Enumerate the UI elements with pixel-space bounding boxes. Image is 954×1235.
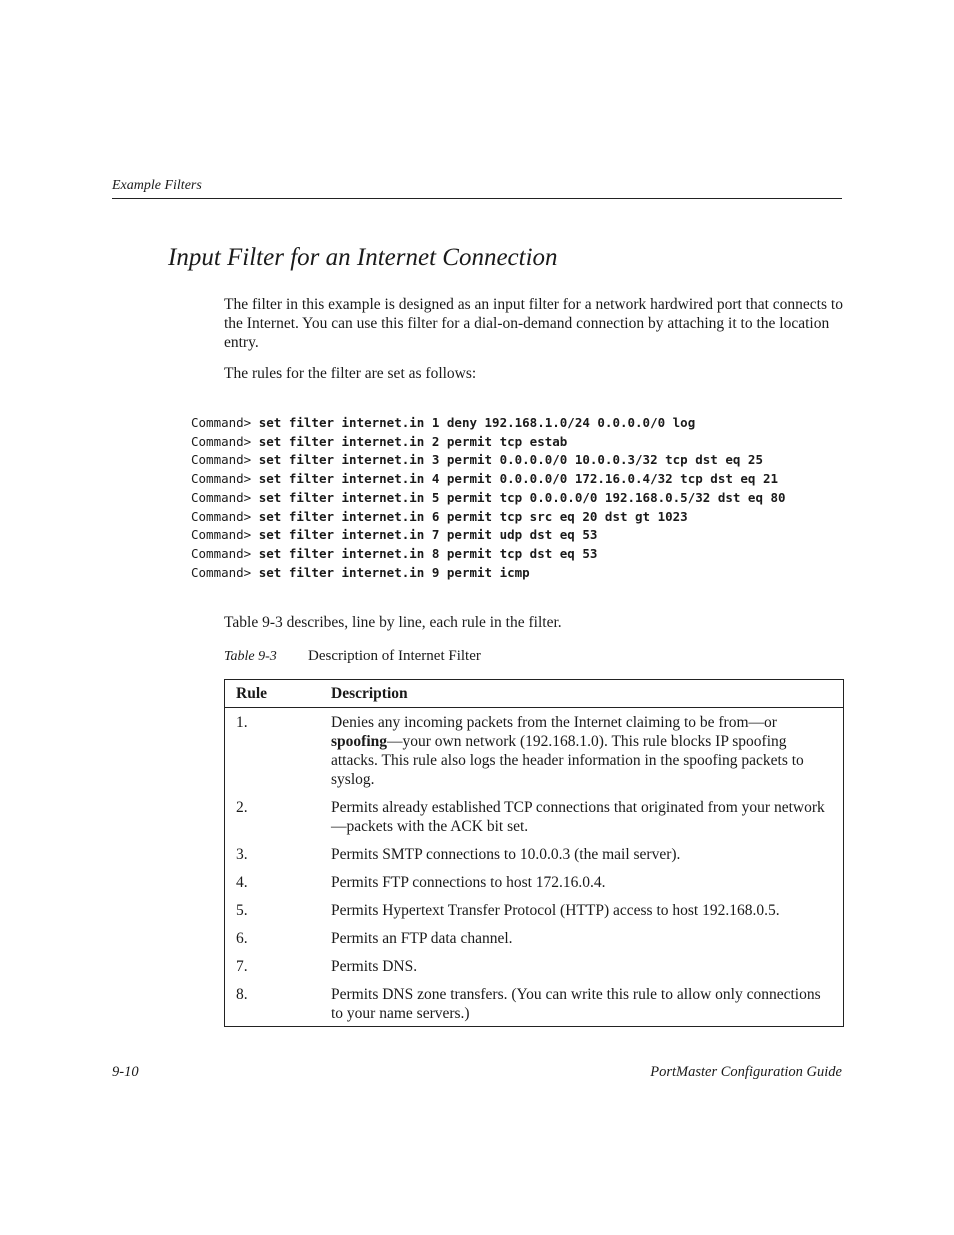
table-caption bbox=[224, 648, 481, 665]
rule-number: 4. bbox=[236, 874, 248, 891]
description-emphasis: spoofing bbox=[331, 733, 387, 750]
rules-intro-paragraph: The rules for the filter are set as follows: bbox=[224, 365, 477, 382]
table-row bbox=[225, 713, 843, 789]
rule-number: 5. bbox=[236, 902, 248, 919]
rule-description bbox=[331, 713, 843, 789]
table-row bbox=[225, 798, 843, 836]
book-title: PortMaster Configuration Guide bbox=[650, 1064, 842, 1080]
code-command: set filter internet.in 8 permit tcp dst eq 53 bbox=[258, 545, 598, 561]
rule-number: 6. bbox=[236, 930, 248, 947]
code-prompt: Command> bbox=[191, 433, 252, 449]
code-line bbox=[191, 545, 786, 564]
code-command: set filter internet.in 2 permit tcp estab bbox=[258, 433, 568, 449]
code-line bbox=[191, 414, 786, 433]
rule-number: 7. bbox=[236, 958, 248, 975]
column-header-rule: Rule bbox=[236, 685, 267, 702]
intro-paragraph: The filter in this example is designed as an input filter for a network hardwired port that connects to the Internet. You can use this filter for a dial-on-demand connection by attaching it to the location entry. bbox=[224, 296, 843, 351]
code-block bbox=[191, 414, 786, 582]
table-row bbox=[225, 957, 843, 976]
description-text: Denies any incoming packets from the Internet claiming to be from—or bbox=[331, 714, 777, 731]
table-intro-paragraph: Table 9-3 describes, line by line, each rule in the filter. bbox=[224, 614, 562, 631]
code-prompt: Command> bbox=[191, 452, 252, 468]
table-row bbox=[225, 901, 843, 920]
code-command: set filter internet.in 3 permit 0.0.0.0/0 10.0.0.3/32 tcp dst eq 25 bbox=[258, 452, 763, 468]
code-command: set filter internet.in 4 permit 0.0.0.0/0 172.16.0.4/32 tcp dst eq 21 bbox=[258, 471, 779, 487]
code-prompt: Command> bbox=[191, 489, 252, 505]
code-line bbox=[191, 470, 786, 489]
rule-description: Permits DNS zone transfers. (You can write this rule to allow only connections to your name servers.) bbox=[331, 986, 821, 1022]
code-prompt: Command> bbox=[191, 415, 252, 430]
code-command: set filter internet.in 6 permit tcp src eq 20 dst gt 1023 bbox=[258, 508, 688, 524]
code-line bbox=[191, 508, 786, 527]
rule-number: 3. bbox=[236, 846, 248, 863]
code-command: set filter internet.in 5 permit tcp 0.0.0.0/0 192.168.0.5/32 dst eq 80 bbox=[258, 489, 786, 505]
rule-number: 1. bbox=[236, 714, 248, 731]
code-prompt: Command> bbox=[191, 545, 252, 561]
rule-description: Permits already established TCP connections that originated from your network—packets with the ACK bit set. bbox=[331, 799, 825, 835]
table-caption-text: Description of Internet Filter bbox=[308, 648, 481, 664]
table-header-row bbox=[225, 680, 843, 708]
code-prompt: Command> bbox=[191, 471, 252, 487]
rule-description: Permits an FTP data channel. bbox=[331, 930, 513, 947]
table-row bbox=[225, 985, 843, 1023]
rule-description: Permits SMTP connections to 10.0.0.3 (the mail server). bbox=[331, 846, 681, 863]
table-row bbox=[225, 873, 843, 892]
table-body bbox=[225, 708, 843, 1026]
code-line bbox=[191, 526, 786, 545]
code-line bbox=[191, 489, 786, 508]
code-prompt: Command> bbox=[191, 508, 252, 524]
rule-number: 8. bbox=[236, 986, 248, 1003]
rules-table bbox=[224, 679, 844, 1027]
table-row bbox=[225, 929, 843, 948]
rule-description: Permits Hypertext Transfer Protocol (HTTP) access to host 192.168.0.5. bbox=[331, 902, 780, 919]
header-rule bbox=[112, 198, 842, 199]
description-text: —your own network (192.168.1.0). This rule blocks IP spoofing attacks. This rule also logs the header information in the spoofing packets to syslog. bbox=[331, 733, 804, 788]
running-header: Example Filters bbox=[112, 178, 202, 193]
code-line bbox=[191, 433, 786, 452]
column-header-description: Description bbox=[331, 685, 408, 702]
code-prompt: Command> bbox=[191, 564, 252, 580]
code-command: set filter internet.in 9 permit icmp bbox=[258, 564, 530, 580]
code-line bbox=[191, 564, 786, 583]
code-prompt: Command> bbox=[191, 527, 252, 543]
page-number: 9-10 bbox=[112, 1064, 139, 1080]
table-caption-label: Table 9-3 bbox=[224, 649, 277, 664]
section-title: Input Filter for an Internet Connection bbox=[168, 244, 558, 271]
code-command: set filter internet.in 7 permit udp dst eq 53 bbox=[258, 527, 598, 543]
rule-number: 2. bbox=[236, 799, 248, 816]
code-line bbox=[191, 451, 786, 470]
table-row bbox=[225, 845, 843, 864]
rule-description: Permits FTP connections to host 172.16.0.4. bbox=[331, 874, 606, 891]
code-command: set filter internet.in 1 deny 192.168.1.0/24 0.0.0.0/0 log bbox=[258, 415, 696, 430]
rule-description: Permits DNS. bbox=[331, 958, 418, 975]
